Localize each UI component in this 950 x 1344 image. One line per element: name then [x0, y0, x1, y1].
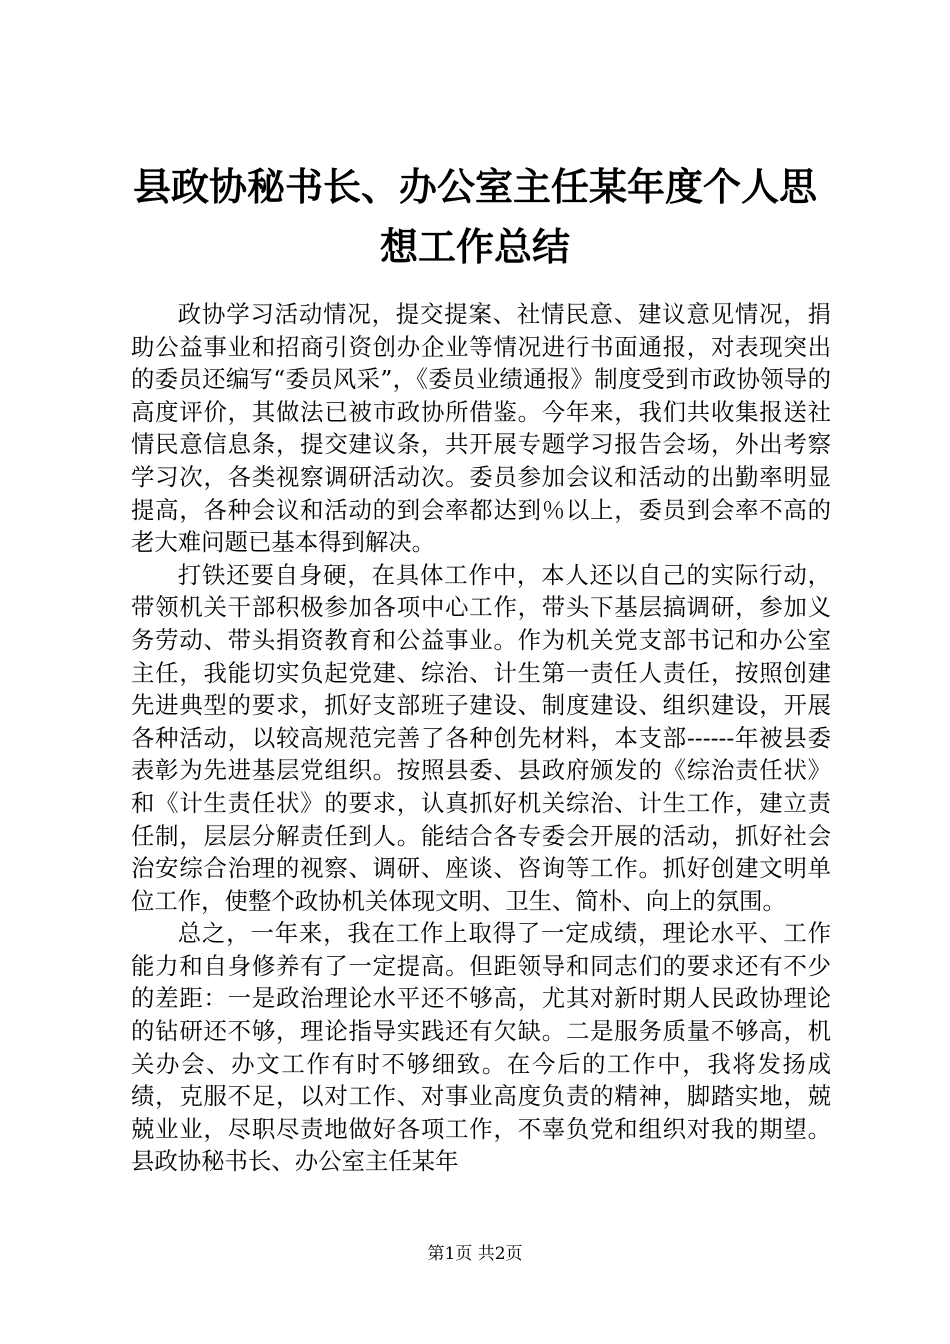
- document-body: [131, 298, 831, 1178]
- paragraph: 政协学习活动情况，提交提案、社情民意、建议意见情况，捐助公益事业和招商引资创办企业等情况进行书面通报，对表现突出的委员还编写“委员风采”，《委员业绩通报》制度受到市政协领导的高度评价，其做法已被市政协所借鉴。今年来，我们共收集报送社情民意信息条，提交建议条，共开展专题学习报告会场，外出考察学习次，各类视察调研活动次。委员参加会议和活动的出勤率明显提高，各种会议和活动的到会率都达到％以上，委员到会率不高的老大难问题已基本得到解决。: [131, 300, 831, 557]
- page-footer: 第1页 共2页: [427, 1244, 523, 1264]
- paragraph: 总之，一年来，我在工作上取得了一定成绩，理论水平、工作能力和自身修养有了一定提高。但距领导和同志们的要求还有不少的差距：一是政治理论水平还不够高，尤其对新时期人民政协理论的钻研还不够，理论指导实践还有欠缺。二是服务质量不够高，机关办会、办文工作有时不够细致。在今后的工作中，我将发扬成绩，克服不足，以对工作、对事业高度负责的精神，脚踏实地，兢兢业业，尽职尽责地做好各项工作，不辜负党和组织对我的期望。县政协秘书长、办公室主任某年: [131, 919, 831, 1176]
- document-title: 县政协秘书长、办公室主任某年度个人思想工作总结: [132, 164, 817, 269]
- paragraph: 打铁还要自身硬，在具体工作中，本人还以自己的实际行动，带领机关干部积极参加各项中心工作，带头下基层搞调研，参加义务劳动、带头捐资教育和公益事业。作为机关党支部书记和办公室主任，我能切实负起党建、综治、计生第一责任人责任，按照创建先进典型的要求，抓好支部班子建设、制度建设、组织建设，开展各种活动，以较高规范完善了各种创先材料，本支部------年被县委表彰为先进基层党组织。按照县委、县政府颁发的《综治责任状》和《计生责任状》的要求，认真抓好机关综治、计生工作，建立责任制，层层分解责任到人。能结合各专委会开展的活动，抓好社会治安综合治理的视察、调研、座谈、咨询等工作。抓好创建文明单位工作，使整个政协机关体现文明、卫生、简朴、向上的氛围。: [131, 560, 831, 915]
